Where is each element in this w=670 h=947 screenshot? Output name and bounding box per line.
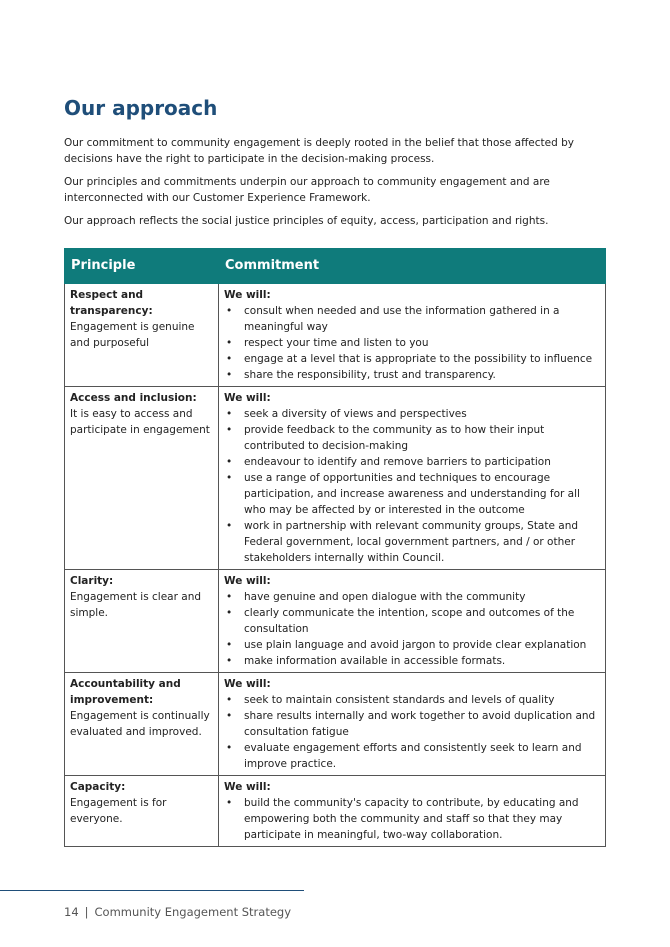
principles-table <box>64 248 606 847</box>
commitment-item: • have genuine and open dialogue with the community <box>224 589 600 605</box>
footer-separator: | <box>84 905 89 919</box>
principle-cell <box>65 284 219 387</box>
commitment-item: • clearly communicate the intention, scope and outcomes of the consultation <box>224 605 600 637</box>
table-row <box>65 284 606 387</box>
commitment-lead: We will: <box>224 678 271 690</box>
commitment-item: • engage at a level that is appropriate to the possibility to influence <box>224 351 600 367</box>
commitment-item: • consult when needed and use the information gathered in a meaningful way <box>224 303 600 335</box>
intro-paragraph-3: Our approach reflects the social justice principles of equity, access, participation and rights. <box>64 215 549 227</box>
table-header-row <box>65 249 606 284</box>
table-row <box>65 570 606 673</box>
commitment-item: • share the responsibility, trust and transparency. <box>224 367 600 383</box>
intro-paragraph-1: Our commitment to community engagement is deeply rooted in the belief that those affected by decisions have the right to participate in the decision-making process. <box>64 137 574 165</box>
principle-name: Accountability and improvement: <box>70 678 181 706</box>
commitment-item: • share results internally and work together to avoid duplication and consultation fatigue <box>224 708 600 740</box>
table-body <box>65 284 606 847</box>
principle-description: Engagement is for everyone. <box>70 797 167 825</box>
commitment-lead: We will: <box>224 392 271 404</box>
page-title: Our approach <box>64 96 218 120</box>
commitment-item: • use a range of opportunities and techniques to encourage participation, and increase awareness and understanding for all who may be affected by or interested in the outcome <box>224 470 600 518</box>
principle-cell <box>65 673 219 776</box>
footer-divider <box>0 890 304 891</box>
principle-cell <box>65 387 219 570</box>
commitment-item: • use plain language and avoid jargon to provide clear explanation <box>224 637 600 653</box>
principle-description: Engagement is continually evaluated and improved. <box>70 710 210 738</box>
principle-description: Engagement is clear and simple. <box>70 591 202 619</box>
commitment-item: • seek a diversity of views and perspectives <box>224 406 600 422</box>
commitment-item: • evaluate engagement efforts and consistently seek to learn and improve practice. <box>224 740 600 772</box>
page-number: 14 <box>64 905 79 919</box>
commitment-item: • respect your time and listen to you <box>224 335 600 351</box>
principle-cell <box>65 570 219 673</box>
commitment-lead: We will: <box>224 781 271 793</box>
commitment-lead: We will: <box>224 575 271 587</box>
commitment-item: • build the community's capacity to contribute, by educating and empowering both the community and staff so that they may participate in meaningful, two-way collaboration. <box>224 795 600 843</box>
commitment-cell <box>219 570 606 673</box>
commitment-list <box>224 692 600 772</box>
document-title: Community Engagement Strategy <box>94 905 292 919</box>
principle-name: Access and inclusion: <box>70 392 197 404</box>
table-row <box>65 776 606 847</box>
header-commitment: Commitment <box>219 249 606 284</box>
commitment-list <box>224 406 600 566</box>
commitment-cell <box>219 387 606 570</box>
principle-cell <box>65 776 219 847</box>
header-principle: Principle <box>65 249 219 284</box>
table-row <box>65 387 606 570</box>
commitment-item: • seek to maintain consistent standards and levels of quality <box>224 692 600 708</box>
intro-paragraph-2: Our principles and commitments underpin our approach to community engagement and are interconnected with our Customer Experience Framework. <box>64 176 550 204</box>
commitment-lead: We will: <box>224 289 271 301</box>
principle-description: Engagement is genuine and purposeful <box>70 321 195 349</box>
commitment-list <box>224 303 600 383</box>
principle-name: Clarity: <box>70 575 114 587</box>
principle-description: It is easy to access and participate in engagement <box>70 408 210 436</box>
commitment-item: • endeavour to identify and remove barriers to participation <box>224 454 600 470</box>
commitment-cell <box>219 284 606 387</box>
principle-name: Respect and transparency: <box>70 289 153 317</box>
table-row <box>65 673 606 776</box>
commitment-item: • make information available in accessible formats. <box>224 653 600 669</box>
commitment-item: • provide feedback to the community as to how their input contributed to decision-making <box>224 422 600 454</box>
commitment-cell <box>219 673 606 776</box>
commitment-item: • work in partnership with relevant community groups, State and Federal government, local government partners, and / or other stakeholders internally within Council. <box>224 518 600 566</box>
commitment-list <box>224 589 600 669</box>
principle-name: Capacity: <box>70 781 126 793</box>
commitment-cell <box>219 776 606 847</box>
page-footer <box>64 905 291 919</box>
commitment-list <box>224 795 600 843</box>
